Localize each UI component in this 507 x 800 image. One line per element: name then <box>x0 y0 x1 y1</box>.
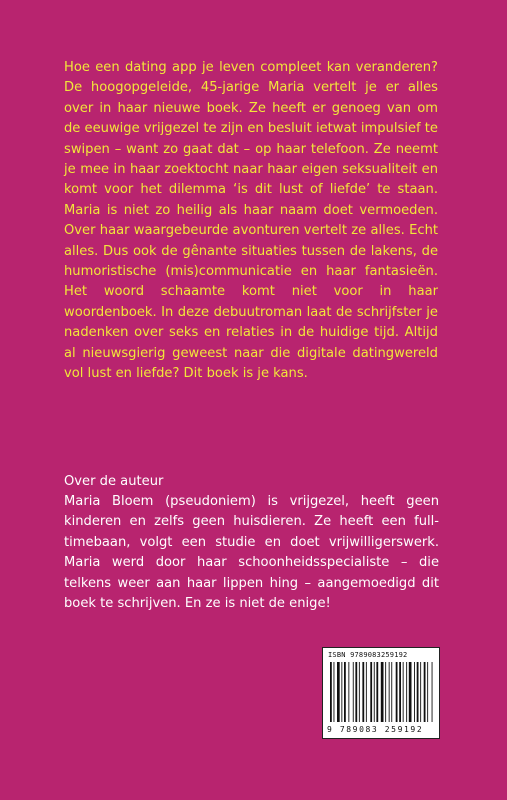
isbn-digits: 9 789083 259192 <box>327 725 424 734</box>
author-section-heading: Over de auteur <box>64 474 164 489</box>
author-bio: Maria Bloem (pseudoniem) is vrijgezel, heeft geen kinderen en zelfs geen huisdieren. Ze heeft een full-timebaan, volgt een studie en doet vrijwilligerswerk. Maria werd door haar schoonheidsspecialiste – die telkens weer aan haar lippen hing – aangemoedigd dit boek te schrijven. En ze is niet de enige! <box>64 494 439 612</box>
isbn-barcode <box>322 647 440 739</box>
isbn-label: ISBN 9789083259192 <box>328 651 408 659</box>
barcode-bars <box>330 662 434 722</box>
back-cover-blurb: Hoe een dating app je leven compleet kan veranderen? De hoogopgeleide, 45-jarige Maria vertelt je er alles over in haar nieuwe boek. Ze heeft er genoeg van om de eeuwige vrijgezel te zijn en besluit ietwat impulsief te swipen – want zo gaat dat – op haar telefoon. Ze neemt je mee in haar zoektocht naar haar eigen seksualiteit en komt voor het dilemma ‘is dit lust of liefde’ te staan. Maria is niet zo heilig als haar naam doet vermoeden. Over haar waargebeurde avonturen vertelt ze alles. Echt alles. Dus ook de gênante situaties tussen de lakens, de humoristische (mis)communicatie en haar fantasieën. Het woord schaamte komt niet voor in haar woordenboek. In deze debuutroman laat de schrijfster je nadenken over seks en relaties in de huidige tijd. Altijd al nieuwsgierig geweest naar die digitale datingwereld vol lust en liefde? Dit boek is je kans. <box>64 60 438 382</box>
